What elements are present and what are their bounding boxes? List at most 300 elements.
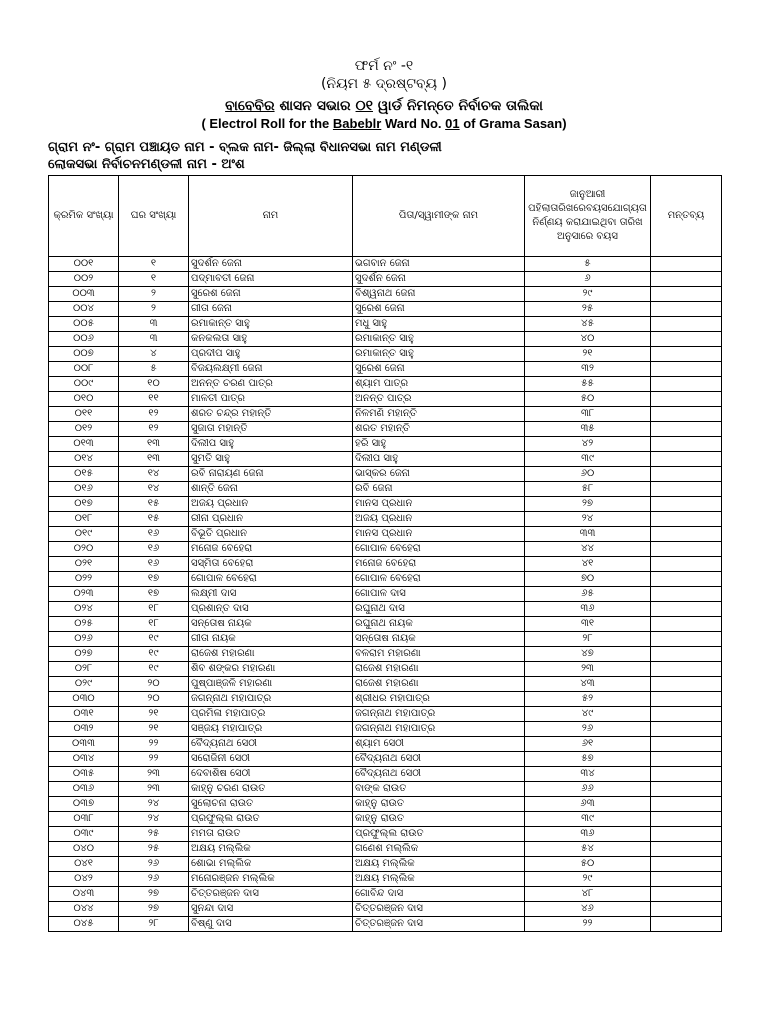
column-header-remarks: ମନ୍ତବ୍ୟ (651, 176, 722, 257)
cell-age: ୪୦ (525, 332, 651, 347)
cell-remarks (651, 422, 722, 437)
cell-name: ଶାନ୍ତି ଜେନା (189, 482, 353, 497)
table-row (49, 782, 722, 797)
cell-remarks (651, 287, 722, 302)
cell-age: ୫୦ (525, 392, 651, 407)
cell-name: ସୁମତି ସାହୁ (189, 452, 353, 467)
table-row (49, 467, 722, 482)
cell-name: ଗୀତା ନାୟକ (189, 632, 353, 647)
cell-relative: ଅନନ୍ତ ପାତ୍ର (353, 392, 525, 407)
table-row (49, 722, 722, 737)
cell-serial: ୦୦୯ (49, 377, 119, 392)
cell-house: ୨୦ (119, 677, 189, 692)
cell-name: ମନୋରଞ୍ଜନ ମଲ୍ଲିକ (189, 872, 353, 887)
english-mid: Ward No. (384, 116, 442, 131)
cell-serial: ୦୨୩ (49, 587, 119, 602)
table-row (49, 737, 722, 752)
cell-serial: ୦୧୮ (49, 512, 119, 527)
table-row (49, 902, 722, 917)
ward-number-odia: ୦୧ (355, 98, 373, 114)
table-row (49, 317, 722, 332)
cell-serial: ୦୧୪ (49, 452, 119, 467)
cell-house: ୫ (119, 362, 189, 377)
table-body (49, 257, 722, 932)
cell-name: ଶିବ ଶଙ୍କର ମହାରଣା (189, 662, 353, 677)
cell-age: ୩୧ (525, 617, 651, 632)
cell-age: ୬ (525, 272, 651, 287)
cell-age: ୨୧ (525, 347, 651, 362)
cell-remarks (651, 557, 722, 572)
cell-age: ୬୦ (525, 467, 651, 482)
cell-remarks (651, 677, 722, 692)
cell-age: ୪୨ (525, 437, 651, 452)
cell-remarks (651, 512, 722, 527)
cell-remarks (651, 452, 722, 467)
cell-serial: ୦୧୦ (49, 392, 119, 407)
table-row (49, 527, 722, 542)
cell-serial: ୦୨୦ (49, 542, 119, 557)
cell-remarks (651, 602, 722, 617)
title-mid: ଶାସନ ସଭାର (279, 98, 351, 114)
cell-age: ୩୬ (525, 827, 651, 842)
table-row (49, 827, 722, 842)
cell-age: ୬୧ (525, 737, 651, 752)
cell-remarks (651, 827, 722, 842)
cell-name: ସୁଜାତା ମହାନ୍ତି (189, 422, 353, 437)
cell-house: ୨୪ (119, 812, 189, 827)
cell-age: ୫୦ (525, 857, 651, 872)
cell-house: ୧୭ (119, 587, 189, 602)
table-row (49, 407, 722, 422)
cell-name: ଅନନ୍ତ ଚରଣ ପାତ୍ର (189, 377, 353, 392)
cell-relative: ଜଗନ୍ନାଥ ମହାପାତ୍ର (353, 722, 525, 737)
cell-age: ୩୨ (525, 362, 651, 377)
cell-house: ୨୨ (119, 737, 189, 752)
cell-name: ମମତା ରାଉତ (189, 827, 353, 842)
cell-remarks (651, 767, 722, 782)
table-row (49, 632, 722, 647)
cell-relative: ରମାକାନ୍ତ ସାହୁ (353, 347, 525, 362)
cell-remarks (651, 302, 722, 317)
cell-age: ୩୩ (525, 527, 651, 542)
cell-name: ଶରତ ଚନ୍ଦ୍ର ମହାନ୍ତି (189, 407, 353, 422)
cell-house: ୨୪ (119, 797, 189, 812)
table-row (49, 677, 722, 692)
cell-serial: ୦୩୩ (49, 737, 119, 752)
cell-relative: ଅକ୍ଷୟ ମଲ୍ଲିକ (353, 857, 525, 872)
cell-serial: ୦୩୯ (49, 827, 119, 842)
cell-serial: ୦୩୨ (49, 722, 119, 737)
cell-serial: ୦୦୮ (49, 362, 119, 377)
cell-relative: କାହ୍ନୁ ରାଉତ (353, 797, 525, 812)
cell-name: ପଦ୍ମାବତୀ ଜେନା (189, 272, 353, 287)
cell-remarks (651, 272, 722, 287)
cell-house: ୨୬ (119, 872, 189, 887)
cell-age: ୩୪ (525, 767, 651, 782)
cell-relative: ମାନସ ପ୍ରଧାନ (353, 527, 525, 542)
cell-remarks (651, 662, 722, 677)
form-number: ଫର୍ମ ନଂ -୧ (354, 58, 414, 74)
cell-house: ୧୫ (119, 497, 189, 512)
table-row (49, 887, 722, 902)
cell-relative: ଜଗନ୍ନାଥ ମହାପାତ୍ର (353, 707, 525, 722)
cell-age: ୪୯ (525, 707, 651, 722)
cell-age: ୨୯ (525, 872, 651, 887)
cell-house: ୧୭ (119, 572, 189, 587)
cell-name: କନକଲତା ସାହୁ (189, 332, 353, 347)
cell-name: ପ୍ରମିଳା ମହାପାତ୍ର (189, 707, 353, 722)
cell-relative: ଶ୍ରୀଧର ମହାପାତ୍ର (353, 692, 525, 707)
cell-relative: ଗୋପାଳ ବେହେରା (353, 542, 525, 557)
cell-relative: ରାଜେଶ ମହାରଣା (353, 677, 525, 692)
table-row (49, 872, 722, 887)
cell-name: ମାଳତୀ ପାତ୍ର (189, 392, 353, 407)
cell-age: ୫୭ (525, 752, 651, 767)
cell-relative: ରଘୁନାଥ ନାୟକ (353, 617, 525, 632)
cell-serial: ୦୪୪ (49, 902, 119, 917)
cell-serial: ୦୪୨ (49, 872, 119, 887)
cell-age: ୨୬ (525, 722, 651, 737)
cell-house: ୨୫ (119, 842, 189, 857)
cell-relative: ବୈଦ୍ୟନାଥ ସେଠୀ (353, 767, 525, 782)
column-header-house: ଘର ସଂଖ୍ୟା (119, 176, 189, 257)
cell-serial: ୦୦୩ (49, 287, 119, 302)
column-header-age: ଜାନୁଆରୀ ପହିଲାତାରିଖରେବୟସଯୋଗ୍ୟତା ନିର୍ଣ୍ଣୟ କରାଯାଇଥିବା ତାରିଖ ଅନୁସାରେ ବୟସ (525, 176, 651, 257)
cell-house: ୧୬ (119, 557, 189, 572)
cell-relative: ସୁରେଶ ଜେନା (353, 362, 525, 377)
cell-serial: ୦୦୬ (49, 332, 119, 347)
cell-house: ୧୬ (119, 542, 189, 557)
cell-name: ସୁନନ୍ଦା ଦାସ (189, 902, 353, 917)
cell-house: ୧୩ (119, 452, 189, 467)
cell-relative: ବୈଦ୍ୟନାଥ ସେଠୀ (353, 752, 525, 767)
cell-house: ୧୨ (119, 422, 189, 437)
cell-age: ୪୩ (525, 677, 651, 692)
table-row (49, 662, 722, 677)
cell-name: ଲକ୍ଷ୍ମୀ ଦାସ (189, 587, 353, 602)
cell-house: ୧୯ (119, 647, 189, 662)
cell-age: ୨୯ (525, 287, 651, 302)
cell-relative: ଅକ୍ଷୟ ମଲ୍ଲିକ (353, 872, 525, 887)
cell-age: ୫୮ (525, 482, 651, 497)
cell-serial: ୦୩୬ (49, 782, 119, 797)
table-row (49, 767, 722, 782)
cell-house: ୨୩ (119, 782, 189, 797)
column-header-name: ନାମ (189, 176, 353, 257)
cell-relative: ସୁଦର୍ଶନ ଜେନା (353, 272, 525, 287)
cell-serial: ୦୨୫ (49, 617, 119, 632)
cell-name: ପ୍ରଦୀପ ସାହୁ (189, 347, 353, 362)
cell-serial: ୦୪୩ (49, 887, 119, 902)
cell-house: ୧ (119, 272, 189, 287)
cell-relative: ଭାସ୍କର ଜେନା (353, 467, 525, 482)
cell-relative: କାହ୍ନୁ ରାଉତ (353, 812, 525, 827)
document-title-english (0, 116, 768, 131)
cell-remarks (651, 812, 722, 827)
cell-house: ୨୦ (119, 692, 189, 707)
table-row (49, 557, 722, 572)
cell-house: ୩ (119, 332, 189, 347)
cell-remarks (651, 587, 722, 602)
cell-remarks (651, 842, 722, 857)
cell-house: ୧୪ (119, 467, 189, 482)
cell-relative: ଚିତ୍ତରଞ୍ଜନ ଦାସ (353, 902, 525, 917)
cell-relative: ନିଳମଣି ମହାନ୍ତି (353, 407, 525, 422)
cell-house: ୧୩ (119, 437, 189, 452)
cell-age: ୫୨ (525, 692, 651, 707)
cell-remarks (651, 362, 722, 377)
cell-serial: ୦୧୧ (49, 407, 119, 422)
cell-name: ପ୍ରଶାନ୍ତ ଦାସ (189, 602, 353, 617)
cell-age: ୫୪ (525, 842, 651, 857)
table-row (49, 647, 722, 662)
cell-relative: ରମାକାନ୍ତ ସାହୁ (353, 332, 525, 347)
cell-remarks (651, 917, 722, 932)
cell-age: ୬୫ (525, 587, 651, 602)
cell-name: ବିଷ୍ଣୁ ଦାସ (189, 917, 353, 932)
cell-age: ୪୫ (525, 317, 651, 332)
table-row (49, 452, 722, 467)
cell-relative: ସୁରେଶ ଜେନା (353, 302, 525, 317)
cell-remarks (651, 782, 722, 797)
cell-house: ୨୬ (119, 857, 189, 872)
cell-age: ୩୯ (525, 452, 651, 467)
cell-relative: ବଳରାମ ମହାରଣା (353, 647, 525, 662)
cell-house: ୨୧ (119, 722, 189, 737)
cell-serial: ୦୦୫ (49, 317, 119, 332)
table-row (49, 752, 722, 767)
cell-name: ପୁଷ୍ପାଞ୍ଜଳି ମହାରଣା (189, 677, 353, 692)
cell-serial: ୦୨୪ (49, 602, 119, 617)
cell-serial: ୦୩୭ (49, 797, 119, 812)
cell-relative: ମନୋଜ ବେହେରା (353, 557, 525, 572)
table-row (49, 257, 722, 272)
cell-remarks (651, 542, 722, 557)
cell-relative: ସନ୍ତୋଷ ନାୟକ (353, 632, 525, 647)
cell-remarks (651, 752, 722, 767)
table-row (49, 602, 722, 617)
cell-name: ଦେବାଶିଷ ସେଠୀ (189, 767, 353, 782)
table-row (49, 617, 722, 632)
cell-remarks (651, 437, 722, 452)
cell-house: ୪ (119, 347, 189, 362)
cell-name: ବିଜୟଲକ୍ଷ୍ମୀ ଜେନା (189, 362, 353, 377)
table-row (49, 422, 722, 437)
cell-name: ଗୋପାଳ ବେହେରା (189, 572, 353, 587)
cell-name: ଚିତ୍ତରଞ୍ଜନ ଦାସ (189, 887, 353, 902)
cell-name: ବିଭୂତି ପ୍ରଧାନ (189, 527, 353, 542)
cell-remarks (651, 632, 722, 647)
cell-remarks (651, 497, 722, 512)
cell-house: ୨୫ (119, 827, 189, 842)
cell-age: ୭୦ (525, 572, 651, 587)
document-title-odia (0, 98, 768, 114)
cell-remarks (651, 377, 722, 392)
cell-serial: ୦୧୬ (49, 482, 119, 497)
cell-remarks (651, 722, 722, 737)
cell-name: ରମାକାନ୍ତ ସାହୁ (189, 317, 353, 332)
cell-name: ଅକ୍ଷୟ ମଲ୍ଲିକ (189, 842, 353, 857)
cell-house: ୨୭ (119, 887, 189, 902)
table-row (49, 512, 722, 527)
cell-relative: ଚିତ୍ତରଞ୍ଜନ ଦାସ (353, 917, 525, 932)
cell-remarks (651, 467, 722, 482)
column-header-relative: ପିତା/ସ୍ୱାମୀଙ୍କ ନାମ (353, 176, 525, 257)
table-row (49, 917, 722, 932)
cell-relative: ରାଜେଶ ମହାରଣା (353, 662, 525, 677)
cell-relative: ଗୋପାଳ ବେହେରା (353, 572, 525, 587)
table-row (49, 437, 722, 452)
cell-serial: ୦୪୦ (49, 842, 119, 857)
cell-name: ଗୀତା ଜେନା (189, 302, 353, 317)
table-row (49, 572, 722, 587)
cell-relative: ହରି ସାହୁ (353, 437, 525, 452)
cell-serial: ୦୨୯ (49, 677, 119, 692)
cell-serial: ୦୦୨ (49, 272, 119, 287)
cell-name: ଦିଲୀପ ସାହୁ (189, 437, 353, 452)
village-name: ବାବେବିର (225, 98, 275, 114)
table-row (49, 587, 722, 602)
cell-name: ସୁରେଶ ଜେନା (189, 287, 353, 302)
cell-age: ୨୮ (525, 632, 651, 647)
electoral-roll-table (48, 175, 722, 932)
cell-name: ସସ୍ମିତା ବେହେରା (189, 557, 353, 572)
table-row (49, 812, 722, 827)
cell-house: ୨୨ (119, 752, 189, 767)
cell-age: ୪୮ (525, 887, 651, 902)
cell-remarks (651, 707, 722, 722)
cell-serial: ୦୩୦ (49, 692, 119, 707)
cell-relative: ଗଣେଶ ମଲ୍ଲିକ (353, 842, 525, 857)
cell-house: ୧୯ (119, 662, 189, 677)
table-row (49, 797, 722, 812)
cell-relative: ଅଜୟ ପ୍ରଧାନ (353, 512, 525, 527)
cell-relative: ବିଶ୍ୱନାଥ ଜେନା (353, 287, 525, 302)
cell-age: ୪୧ (525, 557, 651, 572)
table-row (49, 347, 722, 362)
cell-name: ରବି ନାରାୟଣ ଜେନା (189, 467, 353, 482)
english-ward-number: 01 (445, 116, 460, 131)
cell-age: ୨୫ (525, 302, 651, 317)
cell-relative: ମାନସ ପ୍ରଧାନ (353, 497, 525, 512)
table-row (49, 377, 722, 392)
cell-remarks (651, 482, 722, 497)
cell-remarks (651, 647, 722, 662)
english-place: Babeblr (332, 116, 382, 131)
cell-relative: ରଘୁନାଥ ଦାସ (353, 602, 525, 617)
cell-remarks (651, 857, 722, 872)
cell-serial: ୦୨୬ (49, 632, 119, 647)
cell-age: ୪୭ (525, 647, 651, 662)
cell-house: ୧୯ (119, 632, 189, 647)
cell-name: କାହ୍ନୁ ଚରଣ ରାଉତ (189, 782, 353, 797)
cell-relative: ରବି ଜେନା (353, 482, 525, 497)
cell-age: ୨୭ (525, 497, 651, 512)
cell-remarks (651, 692, 722, 707)
table-row (49, 272, 722, 287)
cell-relative: ଦିଲୀପ ସାହୁ (353, 452, 525, 467)
cell-remarks (651, 527, 722, 542)
cell-remarks (651, 257, 722, 272)
english-prefix: ( Electrol Roll for the (201, 116, 330, 131)
cell-house: ୧୨ (119, 407, 189, 422)
table-row (49, 842, 722, 857)
table-row (49, 857, 722, 872)
cell-remarks (651, 902, 722, 917)
cell-relative: ବାଙ୍କ ରାଉତ (353, 782, 525, 797)
cell-house: ୧୫ (119, 512, 189, 527)
table-row (49, 332, 722, 347)
table-row (49, 707, 722, 722)
table-row (49, 287, 722, 302)
cell-remarks (651, 572, 722, 587)
cell-remarks (651, 332, 722, 347)
cell-remarks (651, 737, 722, 752)
cell-serial: ୦୧୫ (49, 467, 119, 482)
table-row (49, 392, 722, 407)
cell-name: ରାଜେଶ ମହାରଣା (189, 647, 353, 662)
cell-name: ଶୋଭା ମଲ୍ଲିକ (189, 857, 353, 872)
cell-house: ୩ (119, 317, 189, 332)
cell-age: ୬୩ (525, 797, 651, 812)
cell-serial: ୦୩୧ (49, 707, 119, 722)
cell-name: ସୁଲୋଚନା ରାଉତ (189, 797, 353, 812)
table-row (49, 362, 722, 377)
rule-reference: (ନିୟମ ୫ ଦ୍ରଷ୍ଟବ୍ୟ ) (320, 76, 448, 92)
cell-age: ୩୮ (525, 407, 651, 422)
cell-serial: ୦୧୯ (49, 527, 119, 542)
cell-serial: ୦୦୧ (49, 257, 119, 272)
cell-house: ୧୦ (119, 377, 189, 392)
table-row (49, 542, 722, 557)
cell-age: ୨୨ (525, 917, 651, 932)
cell-house: ୨ (119, 287, 189, 302)
cell-name: ଅଜୟ ପ୍ରଧାନ (189, 497, 353, 512)
cell-name: ପ୍ରଫୁଲ୍ଲ ରାଉତ (189, 812, 353, 827)
column-header-serial: କ୍ରମିକ ସଂଖ୍ୟା (49, 176, 119, 257)
cell-name: ସରୋଜିନୀ ସେଠୀ (189, 752, 353, 767)
cell-serial: ୦୨୨ (49, 572, 119, 587)
cell-age: ୨୪ (525, 512, 651, 527)
cell-serial: ୦୪୧ (49, 857, 119, 872)
cell-serial: ୦୧୭ (49, 497, 119, 512)
cell-serial: ୦୦୭ (49, 347, 119, 362)
cell-house: ୧ (119, 257, 189, 272)
cell-age: ୫ (525, 257, 651, 272)
cell-relative: ପ୍ରଫୁଲ୍ଲ ରାଉତ (353, 827, 525, 842)
cell-serial: ୦୨୮ (49, 662, 119, 677)
cell-age: ୨୩ (525, 662, 651, 677)
cell-house: ୨୭ (119, 902, 189, 917)
cell-age: ୫୫ (525, 377, 651, 392)
cell-name: ମନୋଜ ବେହେରା (189, 542, 353, 557)
cell-relative: ଶ୍ୟାମ ପାତ୍ର (353, 377, 525, 392)
cell-serial: ୦୧୨ (49, 422, 119, 437)
cell-house: ୨ (119, 302, 189, 317)
cell-serial: ୦୨୧ (49, 557, 119, 572)
cell-remarks (651, 872, 722, 887)
cell-serial: ୦୧୩ (49, 437, 119, 452)
cell-age: ୩୯ (525, 812, 651, 827)
cell-house: ୧୪ (119, 482, 189, 497)
table-header-row (49, 176, 722, 257)
cell-serial: ୦୪୫ (49, 917, 119, 932)
cell-relative: ଶ୍ୟାମ ସେଠୀ (353, 737, 525, 752)
table-row (49, 497, 722, 512)
cell-house: ୧୮ (119, 602, 189, 617)
cell-relative: ମଧୁ ସାହୁ (353, 317, 525, 332)
cell-name: ସନ୍ତୋଷ ନାୟକ (189, 617, 353, 632)
